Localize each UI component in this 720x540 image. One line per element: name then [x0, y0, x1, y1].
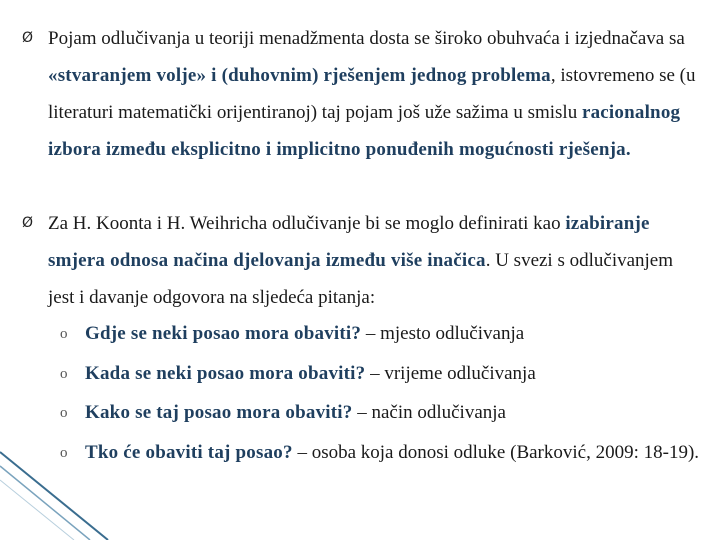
bullet-1: [22, 20, 702, 168]
sub-item-how: [60, 400, 700, 426]
bullet-1-part: , istovremeno se (u literaturi matematički orijentiranoj) taj pojam još uže sažima u smislu: [48, 65, 696, 123]
sub-item-where: [60, 321, 700, 347]
bullet-2-part: Za H. Koonta i H. Weihricha odlučivanje bi se moglo definirati kao: [48, 213, 566, 234]
arrow-bullet-icon: Ø: [22, 30, 34, 46]
arrow-bullet-icon: Ø: [22, 215, 34, 231]
bullet-1-text: [48, 20, 702, 168]
circle-bullet-icon: o: [60, 445, 68, 461]
sub-item-who: [60, 440, 700, 466]
circle-bullet-icon: o: [60, 326, 68, 342]
sub-item-answer: – osoba koja donosi odluke (Barković, 2009: 18-19).: [292, 442, 700, 463]
sub-item-answer: – vrijeme odlučivanja: [365, 363, 536, 384]
bullet-2: [22, 205, 702, 316]
circle-bullet-icon: o: [60, 366, 68, 382]
bullet-2-part: . U svezi s odlučivanjem jest i davanje odgovora na sljedeća pitanja:: [48, 250, 674, 308]
sub-item-answer: – mjesto odlučivanja: [361, 323, 525, 344]
sub-item-question: Gdje se neki posao mora obaviti?: [85, 323, 362, 344]
sub-item-when: [60, 361, 700, 387]
sub-item-answer: – način odlučivanja: [352, 402, 506, 423]
bullet-1-part: Pojam odlučivanja u teoriji menadžmenta dosta se široko obuhvaća i izjednačava sa: [48, 28, 685, 49]
bullet-2-text: [48, 205, 702, 316]
bullet-1-highlight: racionalnog izbora između eksplicitno i implicitno ponuđenih mogućnosti rješenja.: [48, 102, 681, 160]
sub-item-question: Tko će obaviti taj posao?: [85, 442, 293, 463]
sub-item-question: Kako se taj posao mora obaviti?: [85, 402, 353, 423]
sub-item-question: Kada se neki posao mora obaviti?: [85, 363, 366, 384]
bullet-1-highlight: «stvaranjem volje» i (duhovnim) rješenjem jednog problema: [48, 65, 551, 86]
bullet-2-highlight: izabiranje smjera odnosa načina djelovanja između više inačica: [48, 213, 650, 271]
circle-bullet-icon: o: [60, 405, 68, 421]
